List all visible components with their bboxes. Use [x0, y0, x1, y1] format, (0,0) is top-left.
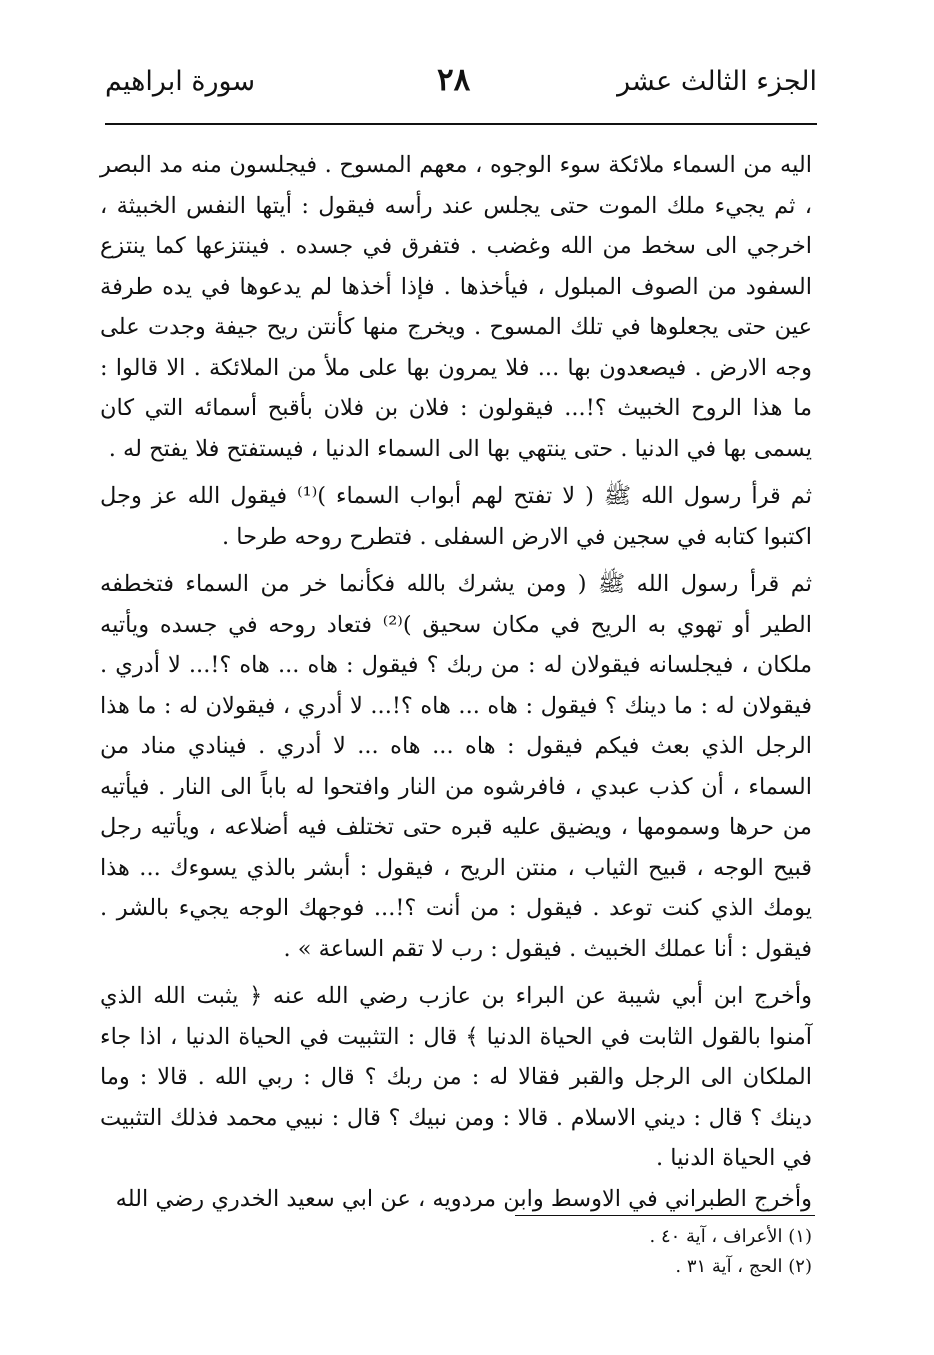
part-number: الجزء الثالث عشر	[617, 66, 817, 97]
running-header	[105, 60, 817, 118]
paragraph-2: ثم قرأ رسول الله ﷺ ( لا تفتح لهم أبواب السماء )⁽¹⁾ فيقول الله عز وجل اكتبوا كتابه في سجين في الارض السفلى . فتطرح روحه طرحا .	[100, 483, 812, 550]
paragraph-4: وأخرج ابن أبي شيبة عن البراء بن عازب رضي الله عنه ﴿ يثبت الله الذي آمنوا بالقول الثابت في الحياة الدنيا ﴾ قال : التثبيت في الحياة الدنيا ، اذا جاء الملكان الى الرجل والقبر فقالا له : من ربك ؟ قال : ربي الله . قالا : وما دينك ؟ قال : ديني الاسلام . قالا : ومن نبيك ؟ قال : نبيي محمد فذلك التثبيت في الحياة الدنيا .	[100, 983, 812, 1171]
footnote-rule	[515, 1215, 815, 1216]
main-text	[100, 145, 812, 1219]
paragraph-3: ثم قرأ رسول الله ﷺ ( ومن يشرك بالله فكأنما خر من السماء فتخطفه الطير أو تهوي به الريح في مكان سحيق )⁽²⁾ فتعاد روحه في جسده ويأتيه ملكان ، فيجلسانه فيقولان له : من ربك ؟ فيقول : هاه ... هاه ؟!... لا أدري . فيقولان له : ما دينك ؟ فيقول : هاه ... هاه ؟!... لا أدري ، فيقولان له : ما هذا الرجل الذي بعث فيكم فيقول : هاه ... هاه ... لا أدري . فينادي مناد من السماء ، أن كذب عبدي ، فافرشوه من النار وافتحوا له باباً الى النار . فيأتيه من حرها وسمومها ، ويضيق عليه قبره حتى تختلف فيه أضلاعه ، ويأتيه رجل قبيح الوجه ، قبيح الثياب ، منتن الريح ، فيقول : أبشر بالذي يسوءك ... هذا يومك الذي كنت توعد . فيقول : من أنت ؟!... فوجهك الوجه يجيء بالشر . فيقول : أنا عملك الخبيث . فيقول : رب لا تقم الساعة » .	[100, 571, 812, 962]
paragraph-5: وأخرج الطبراني في الاوسط وابن مردويه ، عن ابي سعيد الخدري رضي الله	[115, 1185, 812, 1212]
footnote-1: (١) الأعراف ، آية ٤٠ .	[649, 1226, 812, 1247]
header-rule	[105, 123, 817, 125]
footnotes	[650, 1222, 812, 1282]
footnote-2: (٢) الحج ، آية ٣١ .	[675, 1256, 812, 1277]
page-number: ٢٨	[437, 62, 471, 98]
surah-name: سورة ابراهيم	[105, 66, 256, 97]
paragraph-1: اليه من السماء ملائكة سوء الوجوه ، معهم المسوح . فيجلسون منه مد البصر ، ثم يجيء ملك الموت حتى يجلس عند رأسه فيقول : أيتها النفس الخبيثة ، اخرجي الى سخط من الله وغضب . فتفرق في جسده . فينتزعها كما ينتزع السفود من الصوف المبلول ، فيأخذها . فإذا أخذها لم يدعوها في يده طرفة عين حتى يجعلوها في تلك المسوح . ويخرج منها كأنتن ريح جيفة وجدت على وجه الارض . فيصعدون بها ... فلا يمرون بها على ملأ من الملائكة . الا قالوا : ما هذا الروح الخبيث ؟!... فيقولون : فلان بن فلان بأقبح أسمائه التي كان يسمى بها في الدنيا . حتى ينتهي بها الى السماء الدنيا ، فيستفتح فلا يفتح له .	[100, 152, 812, 462]
